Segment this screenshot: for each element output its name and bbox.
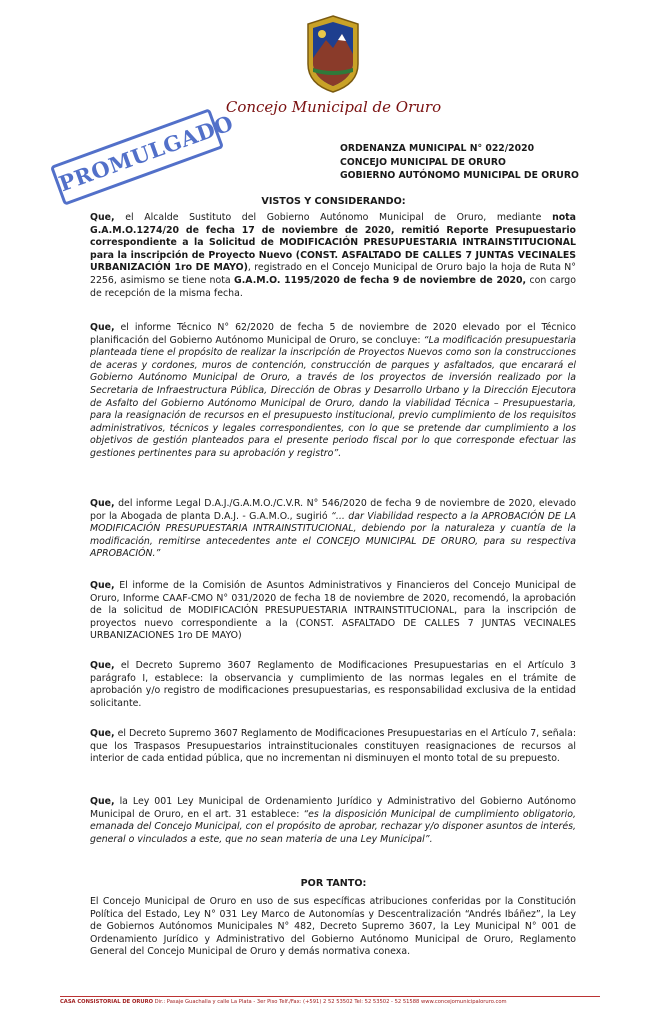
municipal-crest-logo bbox=[298, 14, 368, 94]
paragraph-text: del informe Legal D.A.J./G.A.M.O./C.V.R. N° 546/2020 de fecha 9 de noviembre de 2020, elevado por la Abogada de planta D.A.J. - G.A.M.O., sugirió bbox=[90, 498, 576, 522]
footer-org: CASA CONSISTORIAL DE ORURO bbox=[60, 999, 154, 1005]
paragraph-quote: “La modificación presupuestaria planteada tiene el propósito de realizar la inscripción de Proyectos Nuevos como son la construcciones de aceras y cordones, muros de contención, construcción de parques y asfaltados, que encarará el Gobierno Autónomo Municipal de Oruro, a través de los proyectos de inversión realizado por la Secretaria de Infraestructura Pública, Dirección de Obras y Desarrollo Urbano y la Dirección Ejecutora de Asfalto del Gobierno Autónomo Municipal de Oruro, dando la viabilidad Técnica – Presupuestaria, para la reasignación de recursos en el presupuesto institucional, previo cumplimiento de los requisitos administrativos, técnicos y legales correspondientes, con lo que se pretende dar cumplimiento a los objetivos de gestión planteados para el presente periodo fiscal por lo que corresponde efectuar las gestiones pertinentes para su aprobación y registro”. bbox=[90, 334, 576, 459]
paragraph-text: , registrado en el Concejo Municipal de Oruro bajo la hoja de Ruta N° 2256, asimismo se tiene nota bbox=[90, 262, 576, 286]
footer-contact: Dir.: Pasaje Guachalla y calle La Plata - 3er Piso Telf./Fax: (+591) 2 52 53502 Tel: 52 53502 - 52 51588 www.concejomunicipaloruro.com bbox=[153, 999, 507, 1005]
paragraph-5 bbox=[90, 660, 576, 710]
footer-divider bbox=[60, 996, 600, 997]
promulgated-stamp: PROMULGADO bbox=[50, 108, 224, 206]
paragraph-6 bbox=[90, 728, 576, 766]
footer-address bbox=[60, 999, 600, 1005]
council-name-logo: Concejo Municipal de Oruro bbox=[225, 98, 442, 116]
paragraph-text: El informe de la Comisión de Asuntos Administrativos y Financieros del Concejo Municipal de Oruro, Informe CAAF-CMO N° 031/2020 de fecha 18 de noviembre de 2020, recomendó, la aprobación de la solicitud de MODIFICACIÓN PRESUPUESTARIA INTRAINSTITUCIONAL, para la inscripción de proyectos nuevo correspondiente a la (CONST. ASFALTADO DE CALLES 7 JUNTAS VECINALES URBANIZACIONES 1ro DE MAYO) bbox=[90, 580, 576, 642]
paragraph-text: el Alcalde Sustituto del Gobierno Autónomo Municipal de Oruro, mediante bbox=[114, 212, 553, 223]
ordinance-title: ORDENANZA MUNICIPAL N° 022/2020 bbox=[340, 143, 535, 154]
paragraph-text: con cargo de recepción de la misma fecha. bbox=[90, 274, 576, 299]
que-label: Que, bbox=[90, 212, 115, 223]
paragraph-2 bbox=[90, 322, 576, 461]
paragraph-bold-text: nota G.A.M.O.1274/20 de fecha 17 de noviembre de 2020, remitió Reporte Presupuestario correspondiente a la Solicitud de MODIFICACIÓN PRESUPUESTARIA INTRAINSTITUCIONAL para la inscripción de Proyecto Nuevo (CONST. ASFALTADO DE CALLES 7 JUNTAS VECINALES URBANIZACIÓN 1ro DE MAYO) bbox=[90, 212, 576, 274]
que-label: Que, bbox=[90, 322, 115, 333]
que-label: Que, bbox=[90, 728, 115, 739]
que-label: Que, bbox=[90, 580, 115, 591]
ordinance-government: GOBIERNO AUTÓNOMO MUNICIPAL DE ORURO bbox=[340, 170, 579, 181]
section-heading-vistos: VISTOS Y CONSIDERANDO: bbox=[261, 196, 406, 207]
que-label: Que, bbox=[90, 796, 115, 807]
paragraph-quote: “... dar Viabilidad respecto a la APROBACIÓN DE LA MODIFICACIÓN PRESUPUESTARIA INTRAINSTITUCIONAL, debiendo por la naturaleza y cuantía de la modificación, remitirse antecedentes ante el CONCEJO MUNICIPAL DE ORURO, para su respectiva APROBACIÓN.” bbox=[90, 510, 576, 560]
paragraph-1 bbox=[90, 212, 576, 300]
paragraph-text: El Concejo Municipal de Oruro en uso de sus específicas atribuciones conferidas por la Constitución Política del Estado, Ley N° 031 Ley Marco de Autonomías y Descentralización “Andrés Ibáñez”, la Ley de Gobiernos Autónomos Municipales N° 482, Decreto Supremo 3607, la Ley Municipal N° 001 de Ordenamiento Jurídico y Administrativo del Gobierno Autónomo Municipal de Oruro, Reglamento General del Concejo Municipal de Oruro y demás normativa conexa. bbox=[90, 896, 576, 958]
paragraph-quote: “es la disposición Municipal de cumplimiento obligatorio, emanada del Concejo Municipal, con el propósito de aprobar, rechazar y/o disponer asuntos de interés, general o vinculados a este, que no sean materia de una Ley Municipal”. bbox=[90, 808, 577, 845]
paragraph-4 bbox=[90, 580, 576, 643]
section-heading-por-tanto: POR TANTO: bbox=[300, 878, 367, 889]
paragraph-3 bbox=[90, 498, 576, 561]
paragraph-8 bbox=[90, 896, 576, 959]
paragraph-text: el Decreto Supremo 3607 Reglamento de Modificaciones Presupuestarias en el Artículo 3 parágrafo I, establece: la observancia y cumplimiento de las normas legales en el trámite de aprobación y/o registro de modificaciones presupuestarias, es responsabilidad exclusiva de la entidad solicitante. bbox=[90, 660, 576, 709]
que-label: Que, bbox=[90, 660, 115, 671]
ordinance-header bbox=[340, 142, 579, 183]
paragraph-text: el Decreto Supremo 3607 Reglamento de Modificaciones Presupuestarias en el Artículo 7, señala: que los Traspasos Presupuestarios intrainstitucionales constituyen reasignaciones de recursos al interior de cada entidad pública, que no incrementan ni disminuyen el monto total de su prepuesto. bbox=[90, 728, 576, 765]
paragraph-text: el informe Técnico N° 62/2020 de fecha 5 de noviembre de 2020 elevado por el Técnico planificación del Gobierno Autónomo Municipal de Oruro, se concluye: bbox=[90, 322, 576, 346]
paragraph-text: la Ley 001 Ley Municipal de Ordenamiento Jurídico y Administrativo del Gobierno Autónomo Municipal de Oruro, en el art. 31 establece: bbox=[90, 796, 576, 820]
que-label: Que, bbox=[90, 498, 115, 509]
paragraph-bold-text: G.A.M.O. 1195/2020 de fecha 9 de noviembre de 2020, bbox=[234, 274, 527, 286]
ordinance-council: CONCEJO MUNICIPAL DE ORURO bbox=[340, 156, 506, 168]
paragraph-7 bbox=[90, 796, 576, 846]
